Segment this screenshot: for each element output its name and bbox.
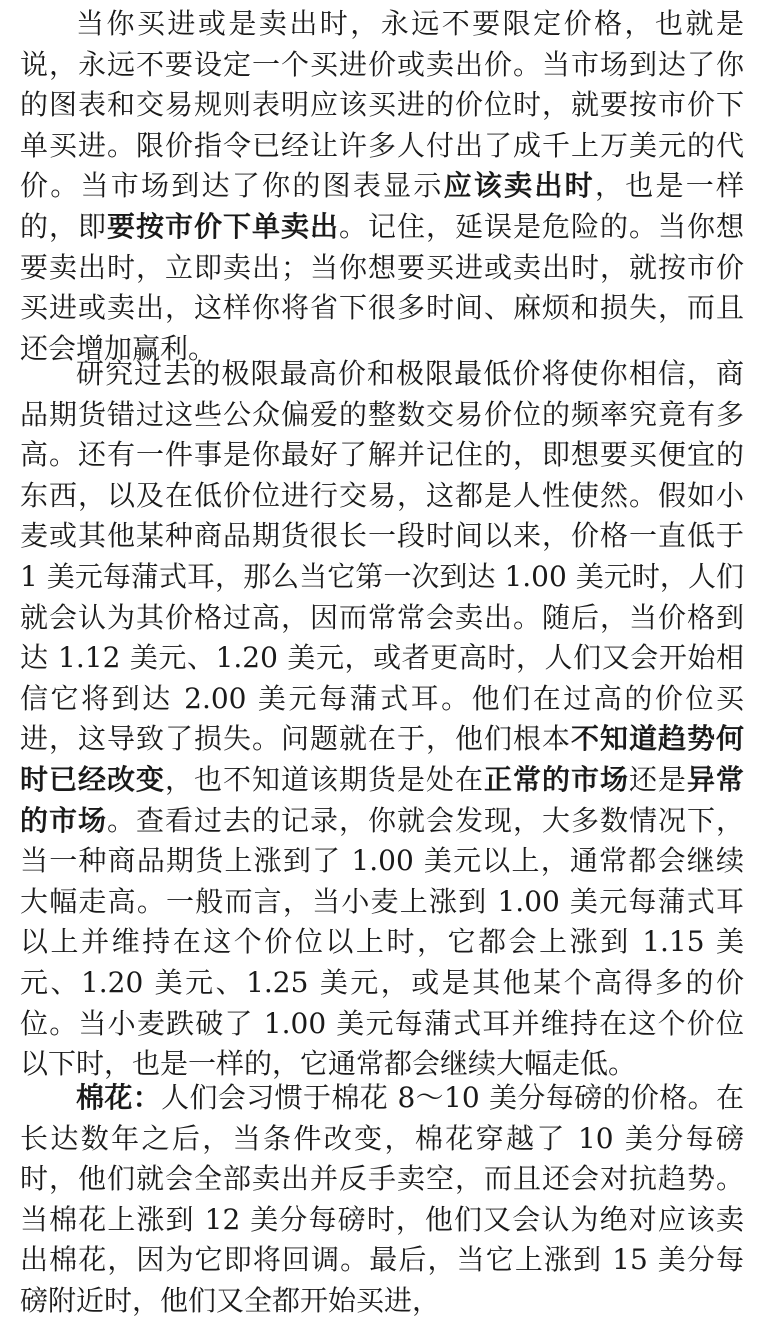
text-segment: 。记住，延误是危险的。当你想要卖出时，立即卖出；当你想要买进或卖出时，就按市价买进或卖出，这样你将省下很多时间、麻烦和损失，而且还会增加赢利。 [20, 209, 744, 365]
text-segment: 还是 [628, 762, 687, 796]
paragraph-cotton [20, 1078, 744, 1322]
bold-text-segment: 不知道趋势何时已经改变 [20, 722, 744, 796]
text-segment: 当你买进或是卖出时，永远不要限定价格，也就是说，永远不要设定一个买进价或卖出价。当市场到达了你的图表和交易规则表明应该买进的价位时，就要按市价下单买进。限价指令已经让许多人付出了成千上万美元的代价。当市场到达了你的图表显示 [20, 7, 744, 203]
paragraph-round-numbers [20, 354, 744, 1085]
bold-text-segment: 异常的市场 [20, 762, 744, 837]
paragraph-market-orders [20, 4, 744, 369]
text-segment: ，也是一样的，即 [20, 169, 744, 243]
text-segment: ，也不知道该期货是处在 [164, 762, 484, 796]
bold-text-segment: 应该卖出时 [443, 169, 595, 203]
bold-text-segment: 正常的市场 [483, 762, 629, 796]
bold-text-segment: 棉花： [76, 1081, 162, 1114]
bold-text-segment: 要按市价下单卖出 [107, 209, 339, 243]
text-segment: 研究过去的极限最高价和极限最低价将使你相信，商品期货错过这些公众偏爱的整数交易价位的频率究竟有多高。还有一件事是你最好了解并记住的，即想要买便宜的东西，以及在低价位进行交易，这都是人性使然。假如小麦或其他某种商品期货很长一段时间以来，价格一直低于 1 美元每蒲式耳，那么当它第一次到达 1.00 美元时，人们就会认为其价格过高，因而常常会卖出。随后，当价格到达 1.12 美元、1.20 美元，或者更高时，人们又会开始相信它将到达 2.00 美元每蒲式耳。他们在过高的价位买进，这导致了损失。问题就在于，他们根本 [20, 357, 744, 756]
text-segment: 。查看过去的记录，你就会发现，大多数情况下，当一种商品期货上涨到了 1.00 美元以上，通常都会继续大幅走高。一般而言，当小麦上涨到 1.00 美元每蒲式耳以上并维持在这个价位以上时，它都会上涨到 1.15 美元、1.20 美元、1.25 美元，或是其他某个高得多的价位。当小麦跌破了 1.00 美元每蒲式耳并维持在这个价位以下时，也是一样的，它通常都会继续大幅走低。 [20, 803, 744, 1081]
text-segment: 人们会习惯于棉花 8～10 美分每磅的价格。在长达数年之后，当条件改变，棉花穿越了 10 美分每磅时，他们就会全部卖出并反手卖空，而且还会对抗趋势。当棉花上涨到 12 美分每磅时，他们又会认为绝对应该卖出棉花，因为它即将回调。最后，当它上涨到 15 美分每磅附近时，他们又全都开始买进， [20, 1081, 744, 1317]
